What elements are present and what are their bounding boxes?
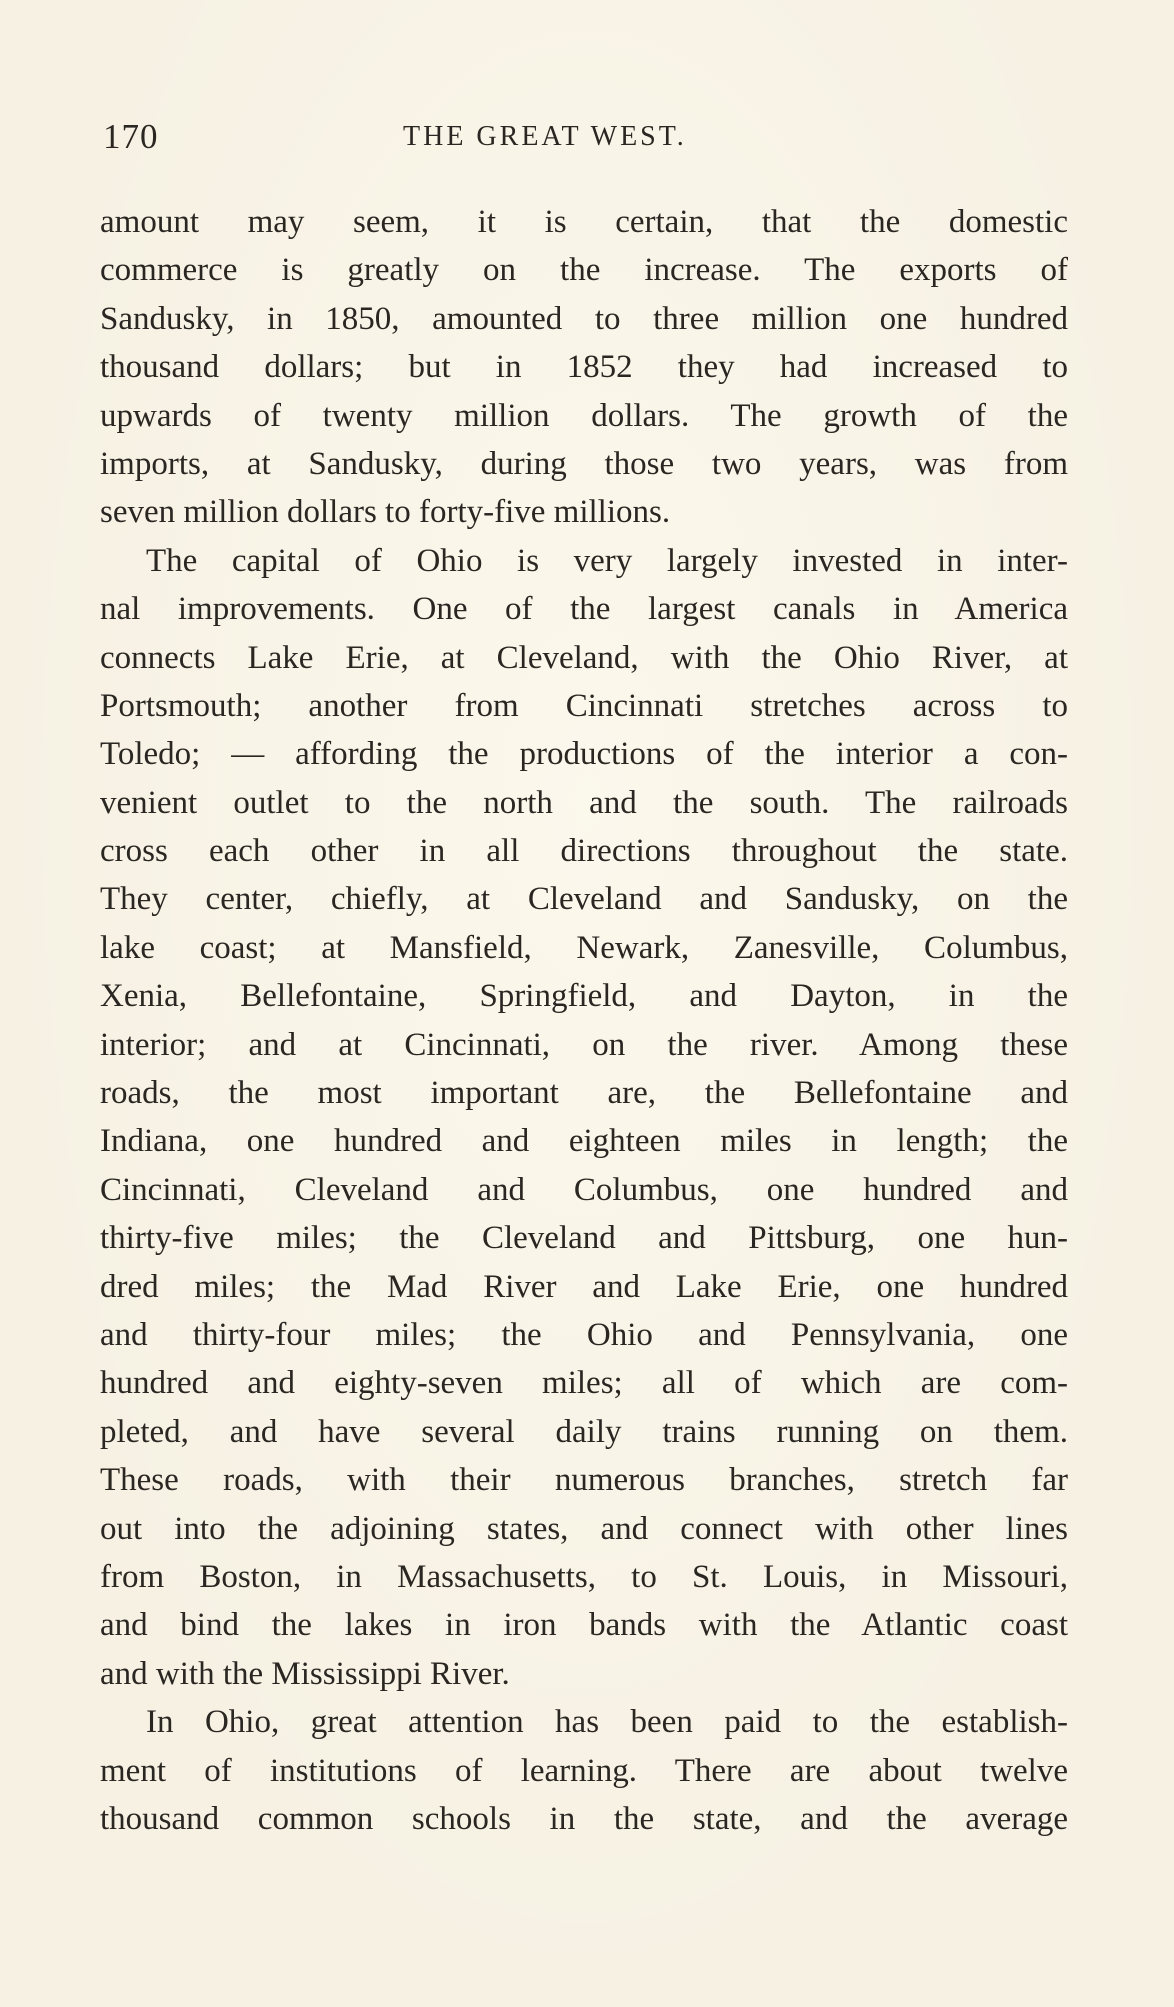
text-line: Portsmouth; another from Cincinnati stretches across to (100, 687, 1068, 724)
text-line: dred miles; the Mad River and Lake Erie, one hundred (100, 1268, 1068, 1305)
text-line: In Ohio, great attention has been paid to the establish- (146, 1704, 1068, 1741)
text-line: and with the Mississippi River. (100, 1655, 510, 1692)
running-title: THE GREAT WEST. (403, 121, 687, 152)
text-line: and thirty-four miles; the Ohio and Pennsylvania, one (100, 1316, 1068, 1353)
text-line: The capital of Ohio is very largely invested in inter- (146, 542, 1068, 579)
running-head (103, 112, 1065, 162)
body-text (100, 198, 1068, 1843)
text-line: thirty-five miles; the Cleveland and Pittsburg, one hun- (100, 1220, 1068, 1257)
text-line: Toledo; — affording the productions of the interior a con- (100, 736, 1068, 773)
page-number: 170 (103, 117, 159, 156)
text-line: thousand common schools in the state, and the average (100, 1800, 1068, 1837)
text-line: seven million dollars to forty-five millions. (100, 494, 671, 531)
text-line: nal improvements. One of the largest canals in America (100, 591, 1068, 628)
text-line: and bind the lakes in iron bands with the Atlantic coast (100, 1607, 1068, 1644)
text-line: pleted, and have several daily trains running on them. (100, 1413, 1068, 1450)
text-line: connects Lake Erie, at Cleveland, with the Ohio River, at (100, 639, 1068, 676)
text-line: interior; and at Cincinnati, on the river. Among these (100, 1026, 1068, 1063)
text-line: lake coast; at Mansfield, Newark, Zanesville, Columbus, (100, 929, 1068, 966)
text-line: from Boston, in Massachusetts, to St. Louis, in Missouri, (100, 1558, 1068, 1595)
text-line: They center, chiefly, at Cleveland and Sandusky, on the (100, 881, 1068, 918)
text-line: amount may seem, it is certain, that the domestic (100, 204, 1068, 240)
text-line: Indiana, one hundred and eighteen miles in length; the (100, 1123, 1068, 1160)
text-line: cross each other in all directions throughout the state. (100, 833, 1068, 870)
text-line: hundred and eighty-seven miles; all of which are com- (100, 1365, 1068, 1402)
text-line: These roads, with their numerous branches, stretch far (100, 1462, 1068, 1499)
text-line: Sandusky, in 1850, amounted to three million one hundred (100, 300, 1068, 337)
text-line: ment of institutions of learning. There are about twelve (100, 1752, 1068, 1789)
text-line: thousand dollars; but in 1852 they had increased to (100, 349, 1068, 386)
text-line: Xenia, Bellefontaine, Springfield, and Dayton, in the (100, 978, 1068, 1015)
text-line: commerce is greatly on the increase. The exports of (100, 252, 1068, 289)
text-line: Cincinnati, Cleveland and Columbus, one hundred and (100, 1171, 1068, 1208)
text-line: roads, the most important are, the Bellefontaine and (100, 1075, 1068, 1112)
text-line: out into the adjoining states, and connect with other lines (100, 1510, 1068, 1547)
text-line: imports, at Sandusky, during those two years, was from (100, 445, 1068, 482)
text-line: upwards of twenty million dollars. The growth of the (100, 397, 1068, 434)
text-line: venient outlet to the north and the south. The railroads (100, 784, 1068, 821)
